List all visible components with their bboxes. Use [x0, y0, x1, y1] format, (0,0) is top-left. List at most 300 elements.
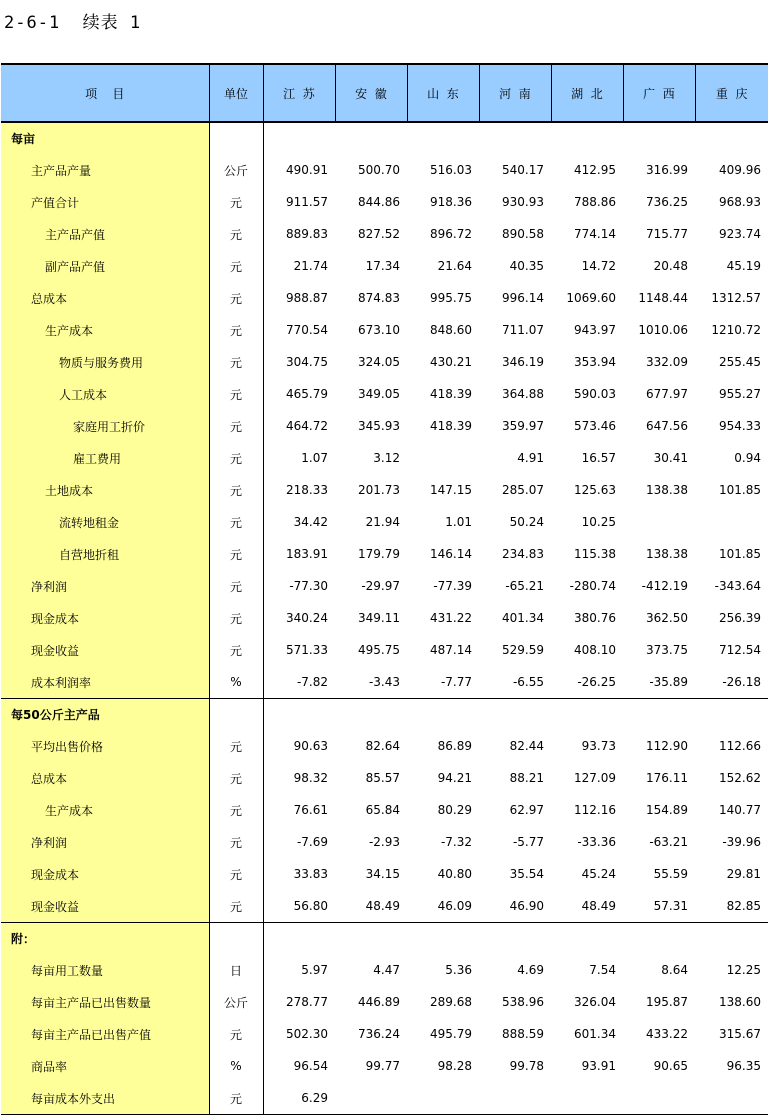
header-hubei: 湖 北: [551, 64, 623, 122]
value-cell: 201.73: [358, 483, 400, 497]
value-cell: 56.80: [263, 890, 335, 923]
header-shandong: 山 东: [407, 64, 479, 122]
value-cell: 93.73: [581, 739, 616, 753]
table-row: [1, 1050, 768, 1082]
value-cell: 45.19: [726, 259, 761, 273]
value-cell: 86.89: [437, 739, 472, 753]
value-cell: [263, 923, 335, 955]
value-cell: 332.09: [646, 355, 688, 369]
header-chongqing: 重 庆: [695, 64, 768, 122]
value-cell: 930.93: [502, 195, 544, 209]
value-cell: 4.69: [517, 963, 544, 977]
value-cell: 418.39: [430, 419, 472, 433]
header-unit: 单位: [209, 64, 263, 122]
value-cell: -29.97: [361, 579, 400, 593]
value-cell: 465.79: [286, 387, 328, 401]
table-row: [1, 762, 768, 794]
value-cell: 176.11: [646, 771, 688, 785]
value-cell: 673.10: [358, 323, 400, 337]
value-cell: -7.82: [263, 666, 335, 699]
value-cell: 45.24: [581, 867, 616, 881]
table-row: [1, 666, 768, 699]
row-label: 人工成本: [1, 378, 209, 410]
value-cell: 93.91: [581, 1059, 616, 1073]
value-cell: [695, 923, 768, 955]
unit-cell: 元: [209, 186, 263, 218]
value-cell: [623, 699, 695, 731]
value-cell: 316.99: [646, 163, 688, 177]
value-cell: 844.86: [358, 195, 400, 209]
value-cell: -7.77: [407, 666, 479, 699]
value-cell: 21.64: [437, 259, 472, 273]
value-cell: -33.36: [577, 835, 616, 849]
unit-cell: 元: [209, 538, 263, 570]
value-cell: 7.54: [589, 963, 616, 977]
value-cell: 10.25: [581, 515, 616, 529]
value-cell: [695, 1082, 768, 1115]
value-cell: 98.28: [437, 1059, 472, 1073]
value-cell: 848.60: [430, 323, 472, 337]
row-label: 每亩主产品已出售数量: [1, 986, 209, 1018]
table-row: [1, 442, 768, 474]
value-cell: 364.88: [502, 387, 544, 401]
table-row: [1, 410, 768, 442]
value-cell: 896.72: [430, 227, 472, 241]
value-cell: 495.75: [358, 643, 400, 657]
value-cell: 788.86: [574, 195, 616, 209]
value-cell: 21.74: [293, 259, 328, 273]
section-label: 附：: [1, 923, 209, 955]
value-cell: 289.68: [430, 995, 472, 1009]
value-cell: 20.48: [653, 259, 688, 273]
value-cell: 183.91: [286, 547, 328, 561]
value-cell: 255.45: [719, 355, 761, 369]
value-cell: 4.47: [373, 963, 400, 977]
value-cell: 736.25: [646, 195, 688, 209]
unit-cell: [209, 699, 263, 731]
value-cell: 115.38: [574, 547, 616, 561]
value-cell: 770.54: [286, 323, 328, 337]
value-cell: 464.72: [286, 419, 328, 433]
value-cell: 90.65: [653, 1059, 688, 1073]
row-label: 现金收益: [1, 634, 209, 666]
value-cell: 431.22: [430, 611, 472, 625]
row-label: 总成本: [1, 762, 209, 794]
value-cell: 401.34: [502, 611, 544, 625]
value-cell: [335, 923, 407, 955]
value-cell: 412.95: [574, 163, 616, 177]
value-cell: -77.39: [433, 579, 472, 593]
value-cell: [623, 122, 695, 154]
value-cell: 40.35: [509, 259, 544, 273]
value-cell: 179.79: [358, 547, 400, 561]
header-anhui: 安 徽: [335, 64, 407, 122]
value-cell: 112.66: [719, 739, 761, 753]
value-cell: 1.01: [445, 515, 472, 529]
value-cell: 968.93: [719, 195, 761, 209]
value-cell: -26.25: [551, 666, 623, 699]
unit-cell: 元: [209, 762, 263, 794]
value-cell: 154.89: [646, 803, 688, 817]
section-label: 每50公斤主产品: [1, 699, 209, 731]
value-cell: 29.81: [726, 867, 761, 881]
value-cell: 712.54: [719, 643, 761, 657]
value-cell: 99.78: [509, 1059, 544, 1073]
value-cell: [263, 699, 335, 731]
value-cell: 33.83: [293, 867, 328, 881]
value-cell: 647.56: [646, 419, 688, 433]
header-row: [1, 64, 768, 122]
unit-cell: 元: [209, 826, 263, 858]
value-cell: 774.14: [574, 227, 616, 241]
unit-cell: 元: [209, 794, 263, 826]
value-cell: -7.32: [440, 835, 472, 849]
value-cell: [335, 1082, 407, 1115]
header-guangxi: 广 西: [623, 64, 695, 122]
value-cell: 340.24: [286, 611, 328, 625]
value-cell: 138.60: [719, 995, 761, 1009]
unit-cell: 元: [209, 890, 263, 923]
value-cell: 90.63: [293, 739, 328, 753]
value-cell: 516.03: [430, 163, 472, 177]
value-cell: 408.10: [574, 643, 616, 657]
row-label: 流转地租金: [1, 506, 209, 538]
value-cell: 152.62: [719, 771, 761, 785]
row-label: 净利润: [1, 570, 209, 602]
value-cell: 380.76: [574, 611, 616, 625]
value-cell: -3.43: [335, 666, 407, 699]
value-cell: 35.54: [509, 867, 544, 881]
row-label: 现金收益: [1, 890, 209, 923]
unit-cell: 元: [209, 250, 263, 282]
value-cell: 96.54: [293, 1059, 328, 1073]
row-label: 生产成本: [1, 314, 209, 346]
table-row: [1, 794, 768, 826]
value-cell: -412.19: [641, 579, 688, 593]
value-cell: 995.75: [430, 291, 472, 305]
value-cell: 874.83: [358, 291, 400, 305]
value-cell: [695, 506, 768, 538]
row-label: 商品率: [1, 1050, 209, 1082]
unit-cell: %: [209, 1050, 263, 1082]
unit-cell: 元: [209, 218, 263, 250]
value-cell: 4.91: [517, 451, 544, 465]
data-table: [1, 63, 768, 1115]
unit-cell: 元: [209, 474, 263, 506]
value-cell: 326.04: [574, 995, 616, 1009]
value-cell: 353.94: [574, 355, 616, 369]
value-cell: 490.91: [286, 163, 328, 177]
row-label: 主产品产值: [1, 218, 209, 250]
unit-cell: [209, 122, 263, 154]
table-row: [1, 954, 768, 986]
value-cell: 433.22: [646, 1027, 688, 1041]
value-cell: -39.96: [722, 835, 761, 849]
value-cell: 65.84: [365, 803, 400, 817]
value-cell: 34.42: [293, 515, 328, 529]
table-title: 2-6-1 续表 1: [4, 13, 142, 33]
unit-cell: 元: [209, 410, 263, 442]
value-cell: [551, 122, 623, 154]
value-cell: [407, 122, 479, 154]
value-cell: 88.21: [509, 771, 544, 785]
unit-cell: 元: [209, 314, 263, 346]
value-cell: 487.14: [430, 643, 472, 657]
value-cell: 94.21: [437, 771, 472, 785]
value-cell: [479, 699, 551, 731]
value-cell: 57.31: [623, 890, 695, 923]
table-row: [1, 570, 768, 602]
value-cell: -77.30: [289, 579, 328, 593]
value-cell: [335, 122, 407, 154]
value-cell: 373.75: [646, 643, 688, 657]
value-cell: 12.25: [726, 963, 761, 977]
row-label: 平均出售价格: [1, 730, 209, 762]
value-cell: -63.21: [649, 835, 688, 849]
value-cell: 345.93: [358, 419, 400, 433]
value-cell: 304.75: [286, 355, 328, 369]
value-cell: [695, 699, 768, 731]
unit-cell: 公斤: [209, 986, 263, 1018]
unit-cell: 元: [209, 506, 263, 538]
value-cell: 495.79: [430, 1027, 472, 1041]
table-row: [1, 890, 768, 923]
value-cell: 1069.60: [566, 291, 616, 305]
unit-cell: 元: [209, 346, 263, 378]
value-cell: 138.38: [646, 547, 688, 561]
table-row: [1, 346, 768, 378]
value-cell: 573.46: [574, 419, 616, 433]
value-cell: 99.77: [365, 1059, 400, 1073]
table-row: [1, 506, 768, 538]
value-cell: 943.97: [574, 323, 616, 337]
unit-cell: 元: [209, 602, 263, 634]
unit-cell: [209, 923, 263, 955]
value-cell: 82.85: [695, 890, 768, 923]
value-cell: 362.50: [646, 611, 688, 625]
value-cell: -6.55: [479, 666, 551, 699]
value-cell: 138.38: [646, 483, 688, 497]
row-label: 净利润: [1, 826, 209, 858]
row-label: 家庭用工折价: [1, 410, 209, 442]
unit-cell: 元: [209, 1082, 263, 1115]
value-cell: 76.61: [293, 803, 328, 817]
value-cell: 17.34: [365, 259, 400, 273]
unit-cell: 公斤: [209, 154, 263, 186]
row-label: 副产品产值: [1, 250, 209, 282]
row-label: 主产品产量: [1, 154, 209, 186]
value-cell: [695, 122, 768, 154]
value-cell: 711.07: [502, 323, 544, 337]
value-cell: 147.15: [430, 483, 472, 497]
value-cell: 21.94: [365, 515, 400, 529]
unit-cell: 元: [209, 634, 263, 666]
section-header-row: [1, 122, 768, 154]
unit-cell: 元: [209, 730, 263, 762]
value-cell: [623, 1082, 695, 1115]
value-cell: [407, 1082, 479, 1115]
row-label: 每亩用工数量: [1, 954, 209, 986]
value-cell: 988.87: [286, 291, 328, 305]
value-cell: 538.96: [502, 995, 544, 1009]
value-cell: [551, 923, 623, 955]
section-label: 每亩: [1, 122, 209, 154]
value-cell: 112.90: [646, 739, 688, 753]
value-cell: 889.83: [286, 227, 328, 241]
value-cell: -7.69: [296, 835, 328, 849]
value-cell: 590.03: [574, 387, 616, 401]
value-cell: 677.97: [646, 387, 688, 401]
value-cell: 278.77: [286, 995, 328, 1009]
value-cell: -65.21: [505, 579, 544, 593]
value-cell: [551, 699, 623, 731]
value-cell: 127.09: [574, 771, 616, 785]
value-cell: 5.97: [301, 963, 328, 977]
unit-cell: 元: [209, 378, 263, 410]
row-label: 现金成本: [1, 602, 209, 634]
header-item: 项 目: [1, 64, 209, 122]
value-cell: 5.36: [445, 963, 472, 977]
value-cell: [263, 122, 335, 154]
table-row: [1, 538, 768, 570]
value-cell: -343.64: [714, 579, 761, 593]
value-cell: 349.05: [358, 387, 400, 401]
value-cell: 101.85: [719, 483, 761, 497]
value-cell: [623, 506, 695, 538]
row-label: 成本利润率: [1, 666, 209, 699]
unit-cell: 元: [209, 570, 263, 602]
table-row: [1, 154, 768, 186]
value-cell: 101.85: [719, 547, 761, 561]
unit-cell: 元: [209, 442, 263, 474]
value-cell: [407, 923, 479, 955]
section-header-row: [1, 699, 768, 731]
value-cell: 285.07: [502, 483, 544, 497]
row-label: 总成本: [1, 282, 209, 314]
unit-cell: 日: [209, 954, 263, 986]
value-cell: 349.11: [358, 611, 400, 625]
row-label: 自营地折租: [1, 538, 209, 570]
value-cell: 82.44: [509, 739, 544, 753]
value-cell: 85.57: [365, 771, 400, 785]
value-cell: 1.07: [301, 451, 328, 465]
value-cell: -26.18: [695, 666, 768, 699]
value-cell: 571.33: [286, 643, 328, 657]
value-cell: 502.30: [286, 1027, 328, 1041]
value-cell: 418.39: [430, 387, 472, 401]
value-cell: 315.67: [719, 1027, 761, 1041]
value-cell: 16.57: [581, 451, 616, 465]
row-label: 雇工费用: [1, 442, 209, 474]
value-cell: [335, 699, 407, 731]
value-cell: 98.32: [293, 771, 328, 785]
table-row: [1, 986, 768, 1018]
value-cell: [479, 923, 551, 955]
value-cell: 62.97: [509, 803, 544, 817]
value-cell: [407, 442, 479, 474]
value-cell: 14.72: [581, 259, 616, 273]
value-cell: 112.16: [574, 803, 616, 817]
table-row: [1, 1082, 768, 1115]
table-row: [1, 1018, 768, 1050]
row-label: 每亩成本外支出: [1, 1082, 209, 1115]
value-cell: 430.21: [430, 355, 472, 369]
value-cell: 1210.72: [711, 323, 761, 337]
value-cell: 82.64: [365, 739, 400, 753]
table-row: [1, 858, 768, 890]
value-cell: 30.41: [653, 451, 688, 465]
value-cell: 1010.06: [638, 323, 688, 337]
table-row: [1, 250, 768, 282]
value-cell: -2.93: [368, 835, 400, 849]
row-label: 土地成本: [1, 474, 209, 506]
value-cell: [479, 1082, 551, 1115]
value-cell: [407, 699, 479, 731]
row-label: 生产成本: [1, 794, 209, 826]
table-row: [1, 826, 768, 858]
value-cell: [623, 923, 695, 955]
section-header-row: [1, 923, 768, 955]
table-row: [1, 634, 768, 666]
value-cell: [479, 122, 551, 154]
value-cell: 6.29: [263, 1082, 335, 1115]
value-cell: 918.36: [430, 195, 472, 209]
value-cell: 256.39: [719, 611, 761, 625]
value-cell: -5.77: [512, 835, 544, 849]
value-cell: 911.57: [286, 195, 328, 209]
value-cell: 540.17: [502, 163, 544, 177]
value-cell: 195.87: [646, 995, 688, 1009]
row-label: 每亩主产品已出售产值: [1, 1018, 209, 1050]
unit-cell: %: [209, 666, 263, 699]
value-cell: 827.52: [358, 227, 400, 241]
unit-cell: 元: [209, 1018, 263, 1050]
table-row: [1, 378, 768, 410]
value-cell: 324.05: [358, 355, 400, 369]
value-cell: 736.24: [358, 1027, 400, 1041]
value-cell: 529.59: [502, 643, 544, 657]
value-cell: 954.33: [719, 419, 761, 433]
value-cell: 46.90: [479, 890, 551, 923]
value-cell: 359.97: [502, 419, 544, 433]
value-cell: 955.27: [719, 387, 761, 401]
header-jiangsu: 江 苏: [263, 64, 335, 122]
value-cell: 80.29: [437, 803, 472, 817]
table-row: [1, 730, 768, 762]
value-cell: 48.49: [335, 890, 407, 923]
value-cell: 715.77: [646, 227, 688, 241]
value-cell: 996.14: [502, 291, 544, 305]
unit-cell: 元: [209, 858, 263, 890]
value-cell: 55.59: [653, 867, 688, 881]
value-cell: 446.89: [358, 995, 400, 1009]
value-cell: 409.96: [719, 163, 761, 177]
value-cell: 1148.44: [638, 291, 688, 305]
value-cell: 888.59: [502, 1027, 544, 1041]
value-cell: 96.35: [726, 1059, 761, 1073]
value-cell: 601.34: [574, 1027, 616, 1041]
value-cell: 50.24: [509, 515, 544, 529]
value-cell: 0.94: [734, 451, 761, 465]
row-label: 产值合计: [1, 186, 209, 218]
table-row: [1, 602, 768, 634]
table-row: [1, 282, 768, 314]
value-cell: 48.49: [551, 890, 623, 923]
value-cell: -35.89: [623, 666, 695, 699]
table-row: [1, 186, 768, 218]
table-row: [1, 474, 768, 506]
row-label: 现金成本: [1, 858, 209, 890]
